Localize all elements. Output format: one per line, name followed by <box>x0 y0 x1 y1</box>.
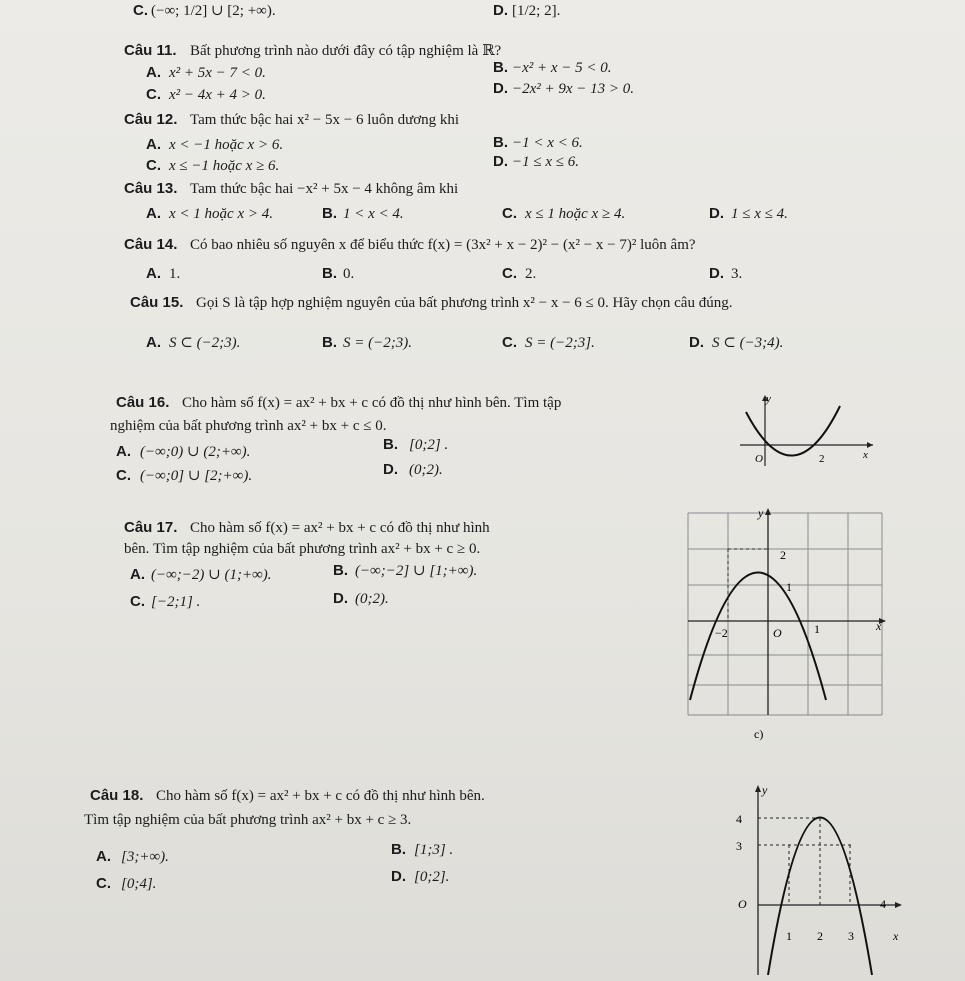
q15-c-label: C. <box>502 334 517 351</box>
q16-heading: Câu 16. <box>116 394 170 411</box>
q11-a-label: A. <box>146 64 161 81</box>
q17-tick-x1: 1 <box>814 622 820 636</box>
q15-b-label: B. <box>322 334 337 351</box>
q14-b: 0. <box>343 266 355 282</box>
top-option-c-label: C. <box>133 2 148 19</box>
q11-b-label: B. <box>493 59 508 76</box>
q18-tick-x1: 1 <box>786 929 792 943</box>
q17-b-label: B. <box>333 562 348 579</box>
top-option-d: [1/2; 2]. <box>512 3 561 19</box>
q13-d: 1 ≤ x ≤ 4. <box>731 206 788 222</box>
q17-text-line1: Cho hàm số f(x) = ax² + bx + c có đồ thị như hình <box>190 520 490 536</box>
q18-b: [1;3] . <box>414 842 454 858</box>
q15-heading: Câu 15. <box>130 294 184 311</box>
q17-y-label: y <box>758 506 764 520</box>
q17-a: (−∞;−2) ∪ (1;+∞). <box>151 567 272 583</box>
q13-heading: Câu 13. <box>124 180 178 197</box>
q13-d-label: D. <box>709 205 724 222</box>
q12-a-label: A. <box>146 136 161 153</box>
q16-a: (−∞;0) ∪ (2;+∞). <box>140 444 251 460</box>
q12-c: x ≤ −1 hoặc x ≥ 6. <box>169 158 280 174</box>
q12-c-label: C. <box>146 157 161 174</box>
q17-tick-xm2: −2 <box>715 626 728 640</box>
q14-d: 3. <box>731 266 743 282</box>
q12-heading: Câu 12. <box>124 111 178 128</box>
q14-a: 1. <box>169 266 181 282</box>
q12-b-label: B. <box>493 134 508 151</box>
q17-x-label: x <box>876 619 882 633</box>
q16-d-label: D. <box>383 461 398 478</box>
q14-c: 2. <box>525 266 537 282</box>
q16-c: (−∞;0] ∪ [2;+∞). <box>140 468 253 484</box>
q11-b: −x² + x − 5 < 0. <box>512 60 612 76</box>
q16-a-label: A. <box>116 443 131 460</box>
q17-d-label: D. <box>333 590 348 607</box>
q13-a: x < 1 hoặc x > 4. <box>169 206 273 222</box>
q11-text: Bất phương trình nào dưới đây có tập nghiệm là ℝ? <box>190 43 502 59</box>
q18-y-arrow-icon <box>755 785 761 792</box>
q17-heading: Câu 17. <box>124 519 178 536</box>
q14-a-label: A. <box>146 265 161 282</box>
q13-a-label: A. <box>146 205 161 222</box>
q11-d: −2x² + 9x − 13 > 0. <box>512 81 635 97</box>
q16-text-line2: nghiệm của bất phương trình ax² + bx + c ≤ 0. <box>110 418 387 434</box>
q18-graph <box>728 780 908 975</box>
q18-origin-label: O <box>738 897 747 911</box>
q13-c-label: C. <box>502 205 517 222</box>
q15-b: S = (−2;3). <box>343 335 412 351</box>
q17-b: (−∞;−2] ∪ [1;+∞). <box>355 563 478 579</box>
q18-d: [0;2]. <box>414 869 450 885</box>
q18-tick-x2: 2 <box>817 929 823 943</box>
q17-tick-y2: 2 <box>780 548 786 562</box>
q15-c: S = (−2;3]. <box>525 335 595 351</box>
q16-b-label: B. <box>383 436 398 453</box>
q17-caption: c) <box>754 727 764 741</box>
top-option-d-label: D. <box>493 2 508 19</box>
q17-a-label: A. <box>130 566 145 583</box>
q18-a-label: A. <box>96 848 111 865</box>
q11-c-label: C. <box>146 86 161 103</box>
q17-tick-y1: 1 <box>786 580 792 594</box>
q18-heading: Câu 18. <box>90 787 144 804</box>
q18-tick-x3: 3 <box>848 929 854 943</box>
q12-d-label: D. <box>493 153 508 170</box>
q11-d-label: D. <box>493 80 508 97</box>
q18-y-label: y <box>762 783 768 797</box>
q18-text-line2: Tìm tập nghiệm của bất phương trình ax² + bx + c ≥ 3. <box>84 812 412 828</box>
q16-y-label: y <box>766 393 771 405</box>
q18-d-label: D. <box>391 868 406 885</box>
q17-d: (0;2). <box>355 591 389 607</box>
q16-graph <box>730 390 880 470</box>
q11-a: x² + 5x − 7 < 0. <box>169 65 266 81</box>
q17-grid <box>688 513 882 715</box>
q14-c-label: C. <box>502 265 517 282</box>
q15-a: S ⊂ (−2;3). <box>169 335 241 351</box>
q16-text-line1: Cho hàm số f(x) = ax² + bx + c có đồ thị như hình bên. Tìm tập <box>182 395 562 411</box>
q14-text: Có bao nhiêu số nguyên x để biểu thức f(x) = (3x² + x − 2)² − (x² − x − 7)² luôn âm? <box>190 237 696 253</box>
q13-text: Tam thức bậc hai −x² + 5x − 4 không âm khi <box>190 181 459 197</box>
q15-d: S ⊂ (−3;4). <box>712 335 784 351</box>
q12-a: x < −1 hoặc x > 6. <box>169 137 284 153</box>
q18-tick-y3: 3 <box>736 839 742 853</box>
q17-origin-label: O <box>773 626 782 640</box>
q12-d: −1 ≤ x ≤ 6. <box>512 154 579 170</box>
q17-graph <box>650 505 890 745</box>
q18-c-label: C. <box>96 875 111 892</box>
q18-tick-x4: 4 <box>880 897 886 911</box>
q15-text: Gọi S là tập hợp nghiệm nguyên của bất phương trình x² − x − 6 ≤ 0. Hãy chọn câu đúng. <box>196 295 733 311</box>
q17-c-label: C. <box>130 593 145 610</box>
top-option-c: (−∞; 1/2] ∪ [2; +∞). <box>151 3 276 19</box>
q16-tick-2: 2 <box>819 453 825 465</box>
q11-c: x² − 4x + 4 > 0. <box>169 87 266 103</box>
q17-c: [−2;1] . <box>151 594 201 610</box>
q14-heading: Câu 14. <box>124 236 178 253</box>
q18-x-label: x <box>893 929 899 943</box>
q16-b: [0;2] . <box>409 437 449 453</box>
q18-c: [0;4]. <box>121 876 157 892</box>
q18-a: [3;+∞). <box>121 849 169 865</box>
q17-y-arrow-icon <box>765 508 771 515</box>
q14-b-label: B. <box>322 265 337 282</box>
q17-text-line2: bên. Tìm tập nghiệm của bất phương trình ax² + bx + c ≥ 0. <box>124 541 481 557</box>
q14-d-label: D. <box>709 265 724 282</box>
q12-b: −1 < x < 6. <box>512 135 583 151</box>
q16-d: (0;2). <box>409 462 443 478</box>
q17-parabola <box>690 573 826 701</box>
q18-x-arrow-icon <box>895 902 902 908</box>
q13-c: x ≤ 1 hoặc x ≥ 4. <box>525 206 626 222</box>
q16-origin-label: O <box>755 453 763 465</box>
q16-parabola <box>746 406 840 456</box>
q18-tick-y4: 4 <box>736 812 742 826</box>
q15-d-label: D. <box>689 334 704 351</box>
q11-heading: Câu 11. <box>124 42 177 59</box>
q15-a-label: A. <box>146 334 161 351</box>
q13-b-label: B. <box>322 205 337 222</box>
q18-b-label: B. <box>391 841 406 858</box>
q12-text: Tam thức bậc hai x² − 5x − 6 luôn dương khi <box>190 112 460 128</box>
q13-b: 1 < x < 4. <box>343 206 404 222</box>
q16-c-label: C. <box>116 467 131 484</box>
q16-x-arrow-icon <box>867 442 873 448</box>
q18-text-line1: Cho hàm số f(x) = ax² + bx + c có đồ thị như hình bên. <box>156 788 485 804</box>
q16-x-label: x <box>863 449 868 461</box>
